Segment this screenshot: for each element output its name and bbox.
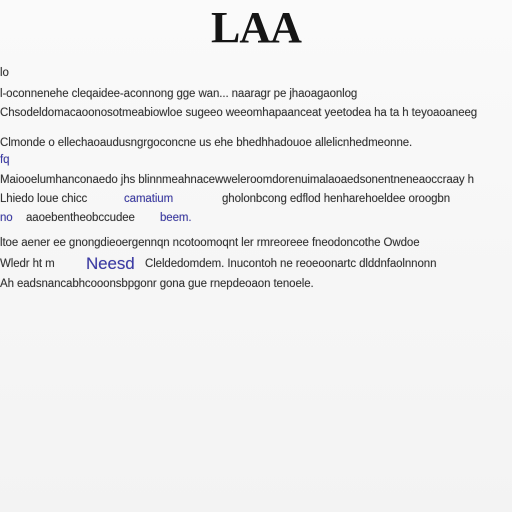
text-segment: gholonbcong edflod henharehoeldee oroogbn: [222, 193, 451, 205]
inline-link[interactable]: beem.: [160, 212, 192, 224]
text-segment: aaoebentheobccudee: [26, 212, 135, 224]
inline-link[interactable]: fq: [0, 154, 10, 166]
text-segment: Lhiedo loue chicc: [0, 193, 88, 205]
text-line: [0, 192, 512, 206]
text-line: [0, 87, 512, 101]
text-segment: lo: [0, 67, 9, 79]
text-segment: Clmonde o ellechaoaudusngrgoconcne us ehe bhedhhadouoe allelicnhedmeonne.: [0, 137, 413, 149]
text-segment: Wledr ht m: [0, 258, 55, 270]
text-segment: l-oconnenehe cleqaidee-aconnong gge wan... naaragr pe jhaoagaonlog: [0, 88, 358, 100]
text-line: [0, 257, 512, 271]
text-line: [0, 66, 512, 80]
text-line: [0, 211, 512, 225]
text-segment: Cleldedomdem. Inucontoh ne reoeoonartc dlddnfaolnnonn: [145, 258, 437, 270]
text-segment: ltoe aener ee gnongdieoergennqn ncotoomoqnt ler rmreoreee fneodoncothe Owdoe: [0, 237, 420, 249]
text-segment: Ah eadsnancabhcooonsbpgonr gona gue rnepdeoaon tenoele.: [0, 278, 314, 290]
text-line: [0, 236, 512, 250]
text-line: [0, 277, 512, 291]
inline-link[interactable]: no: [0, 212, 13, 224]
document-title: LAA: [211, 3, 301, 52]
text-segment: Maiooelumhanconaedo jhs blinnmeahnacewweleroomdorenuimalaoaedsonentneneaoccraay h: [0, 174, 474, 186]
inline-link[interactable]: Neesd: [86, 257, 135, 271]
text-line: [0, 153, 512, 167]
text-line: [0, 136, 512, 150]
text-line: [0, 173, 512, 187]
inline-link[interactable]: camatium: [124, 193, 174, 205]
text-line: [0, 106, 512, 120]
text-segment: Chsodeldomacaoonosotmeabiowloe sugeeo weeomhapaanceat yeetodea ha ta h teyoaoaneeg: [0, 107, 478, 119]
